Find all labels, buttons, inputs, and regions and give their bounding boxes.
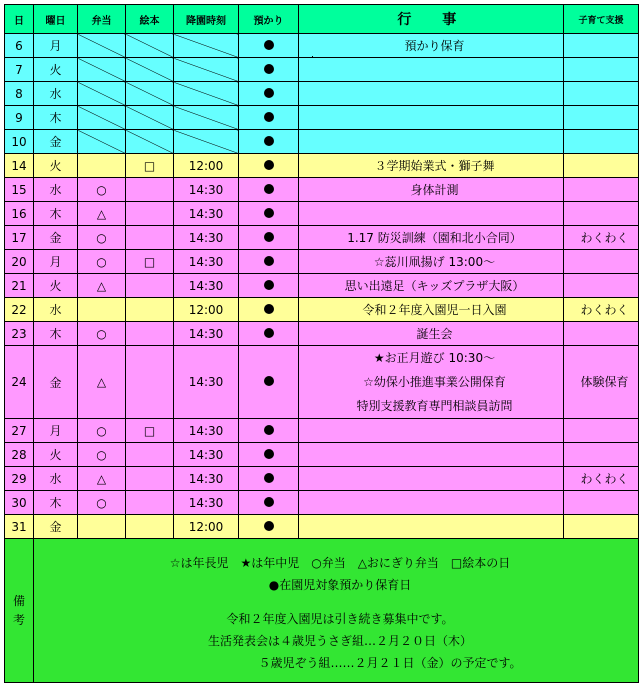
weekday-cell: 木 [34,491,78,515]
support-cell [564,322,639,346]
support-cell [564,274,639,298]
header-event: 行 事 [299,5,564,34]
lunch-cell [78,130,126,154]
weekday-cell: 木 [34,322,78,346]
support-cell [564,419,639,443]
event-cell [299,250,564,274]
day-cell: 10 [5,130,34,154]
care-bullet [264,497,274,507]
schedule-row [5,34,639,58]
pickup-time-cell: 14:30 [174,346,239,419]
picture-book-cell [126,130,174,154]
event-cell [299,202,564,226]
notes-care-line: ●在園児対象預かり保育日 [268,577,412,592]
day-cell: 20 [5,250,34,274]
lunch-cell: ○ [78,419,126,443]
care-bullet [264,112,274,122]
care-bullet [264,88,274,98]
header-lunch: 弁当 [78,5,126,34]
weekday-cell: 月 [34,250,78,274]
pickup-time-cell: 12:00 [174,298,239,322]
picture-book-cell: □ [126,154,174,178]
schedule-row [5,322,639,346]
picture-book-cell [126,515,174,539]
weekday-cell: 木 [34,202,78,226]
pickup-time-cell: 14:30 [174,467,239,491]
weekday-cell: 火 [34,443,78,467]
schedule-row [5,226,639,250]
care-bullet [264,280,274,290]
care-cell [239,491,299,515]
lunch-cell: ○ [78,491,126,515]
event-cell [299,178,564,202]
lunch-cell [78,82,126,106]
picture-book-cell [126,58,174,82]
notes-label [5,539,34,683]
picture-book-cell [126,443,174,467]
weekday-cell: 金 [34,346,78,419]
header-picture-book: 絵本 [126,5,174,34]
pickup-time-cell: 14:30 [174,274,239,298]
event-cell [299,82,564,106]
day-cell: 15 [5,178,34,202]
lunch-cell [78,515,126,539]
picture-book-cell [126,226,174,250]
event-cell [299,419,564,443]
picture-book-cell [126,346,174,419]
care-bullet [264,328,274,338]
lunch-cell: △ [78,467,126,491]
care-cell [239,274,299,298]
event-text: 令和２年度入園児一日入園 [362,303,507,317]
event-cell [299,34,564,58]
support-cell: わくわく [564,226,639,250]
schedule-row [5,178,639,202]
schedule-row [5,106,639,130]
notes-row [5,539,639,683]
day-cell: 14 [5,154,34,178]
care-cell [239,298,299,322]
care-cell [239,226,299,250]
care-bullet [264,521,274,531]
support-cell [564,250,639,274]
day-cell: 24 [5,346,34,419]
picture-book-cell [126,298,174,322]
support-cell [564,443,639,467]
schedule-table [4,4,639,683]
event-cell [299,467,564,491]
schedule-row [5,515,639,539]
lunch-cell [78,58,126,82]
care-cell [239,419,299,443]
event-cell [299,322,564,346]
event-cell [299,154,564,178]
schedule-row [5,58,639,82]
care-bullet [264,304,274,314]
header-care: 預かり [239,5,299,34]
support-cell [564,58,639,82]
pickup-time-cell [174,82,239,106]
day-cell: 6 [5,34,34,58]
lunch-cell: ○ [78,322,126,346]
picture-book-cell [126,491,174,515]
pickup-time-cell: 14:30 [174,491,239,515]
care-cell [239,34,299,58]
event-text: 誕生会 [416,327,453,341]
picture-book-cell [126,82,174,106]
event-text: 預かり保育 [404,39,465,53]
pickup-time-cell [174,58,239,82]
notes-recital-line-2: ５歳児ぞう組……２月２１日（金）の予定です。 [258,655,522,670]
care-bullet [264,40,274,50]
support-cell [564,154,639,178]
event-cell [299,515,564,539]
day-cell: 30 [5,491,34,515]
weekday-cell: 木 [34,106,78,130]
picture-book-cell [126,467,174,491]
event-text: ★お正月遊び 10:30～ [373,351,496,365]
schedule-row [5,274,639,298]
care-bullet [264,136,274,146]
event-cell [299,298,564,322]
lunch-cell: △ [78,202,126,226]
pickup-time-cell: 14:30 [174,202,239,226]
picture-book-cell: □ [126,250,174,274]
lunch-cell: ○ [78,443,126,467]
support-cell [564,106,639,130]
day-cell: 31 [5,515,34,539]
care-cell [239,106,299,130]
schedule-row [5,250,639,274]
header-row [5,5,639,34]
event-cell [299,106,564,130]
care-cell [239,82,299,106]
event-cell [299,226,564,250]
lunch-cell [78,106,126,130]
pickup-time-cell: 12:00 [174,515,239,539]
pickup-time-cell [174,130,239,154]
support-cell: わくわく [564,298,639,322]
weekday-cell: 火 [34,58,78,82]
weekday-cell: 火 [34,154,78,178]
care-cell [239,58,299,82]
weekday-cell: 月 [34,419,78,443]
day-cell: 8 [5,82,34,106]
event-cell [299,274,564,298]
picture-book-cell [126,274,174,298]
schedule-row [5,443,639,467]
event-text: ☆蕊川凧揚げ 13:00～ [373,255,496,269]
event-text: 特別支援教育専門相談員訪問 [356,399,513,413]
event-cell [299,443,564,467]
picture-book-cell [126,322,174,346]
picture-book-cell [126,34,174,58]
pickup-time-cell: 14:30 [174,226,239,250]
schedule-row [5,467,639,491]
support-cell: わくわく [564,467,639,491]
support-cell [564,34,639,58]
lunch-cell [78,298,126,322]
notes-body [34,539,639,683]
lunch-cell: ○ [78,226,126,250]
day-cell: 7 [5,58,34,82]
support-cell [564,82,639,106]
day-cell: 16 [5,202,34,226]
weekday-cell: 金 [34,515,78,539]
notes-recital-line-1: 生活発表会は４歳児うさぎ組…２月２０日（木） [207,633,472,648]
day-cell: 9 [5,106,34,130]
pickup-time-cell [174,106,239,130]
event-text: 1.17 防災訓練（園和北小合同） [347,231,522,245]
pickup-time-cell: 14:30 [174,178,239,202]
header-day: 日 [5,5,34,34]
header-support: 子育て支援 [564,5,639,34]
support-cell [564,515,639,539]
day-cell: 21 [5,274,34,298]
schedule-row [5,346,639,419]
pickup-time-cell: 14:30 [174,250,239,274]
pickup-time-cell: 12:00 [174,154,239,178]
weekday-cell: 金 [34,130,78,154]
care-bullet [264,449,274,459]
picture-book-cell [126,202,174,226]
event-cell [299,346,564,419]
event-cell [299,130,564,154]
care-bullet [264,64,274,74]
event-text: ☆幼保小推進事業公開保育 [363,375,506,389]
weekday-cell: 水 [34,467,78,491]
care-bullet [264,256,274,266]
lunch-cell: △ [78,346,126,419]
care-bullet [264,208,274,218]
notes-legend-line: ☆は年長児 ★は年中児 ○弁当 △おにぎり弁当 □絵本の日 [169,555,511,570]
day-cell: 28 [5,443,34,467]
day-cell: 23 [5,322,34,346]
pickup-time-cell: 14:30 [174,419,239,443]
care-bullet [264,232,274,242]
day-cell: 27 [5,419,34,443]
care-bullet [264,160,274,170]
pickup-time-cell: 14:30 [174,443,239,467]
care-bullet [264,184,274,194]
care-cell [239,250,299,274]
schedule-row [5,419,639,443]
schedule-row [5,82,639,106]
schedule-row [5,154,639,178]
day-cell: 17 [5,226,34,250]
care-cell [239,322,299,346]
lunch-cell: ○ [78,178,126,202]
event-text: ３学期始業式・獅子舞 [374,159,495,173]
schedule-row [5,491,639,515]
care-cell [239,154,299,178]
notes-enrollment-line: 令和２年度入園児は引き続き募集中です。 [226,611,454,626]
care-cell [239,130,299,154]
care-cell [239,346,299,419]
event-text: 身体計測 [410,183,459,197]
care-bullet [264,473,274,483]
monthly-schedule [4,4,639,683]
support-cell [564,178,639,202]
day-cell: 22 [5,298,34,322]
care-bullet [264,376,274,386]
picture-book-cell [126,178,174,202]
support-cell [564,202,639,226]
weekday-cell: 金 [34,226,78,250]
lunch-cell: ○ [78,250,126,274]
pickup-time-cell [174,34,239,58]
weekday-cell: 水 [34,178,78,202]
schedule-row [5,130,639,154]
weekday-cell: 火 [34,274,78,298]
notes-label-text: 備考 [12,593,25,627]
lunch-cell [78,154,126,178]
header-pickup-time: 降園時刻 [174,5,239,34]
event-cell [299,491,564,515]
support-cell: 体験保育 [564,346,639,419]
day-cell: 29 [5,467,34,491]
header-weekday: 曜日 [34,5,78,34]
weekday-cell: 水 [34,298,78,322]
support-cell [564,491,639,515]
care-cell [239,443,299,467]
event-cell [299,58,564,82]
care-cell [239,202,299,226]
weekday-cell: 水 [34,82,78,106]
care-cell [239,467,299,491]
care-cell [239,515,299,539]
pickup-time-cell: 14:30 [174,322,239,346]
schedule-row [5,202,639,226]
support-cell [564,130,639,154]
care-cell [239,178,299,202]
picture-book-cell [126,106,174,130]
lunch-cell [78,34,126,58]
schedule-row [5,298,639,322]
event-text: 思い出遠足（キッズプラザ大阪） [344,279,525,293]
picture-book-cell: □ [126,419,174,443]
care-bullet [264,425,274,435]
lunch-cell: △ [78,274,126,298]
weekday-cell: 月 [34,34,78,58]
